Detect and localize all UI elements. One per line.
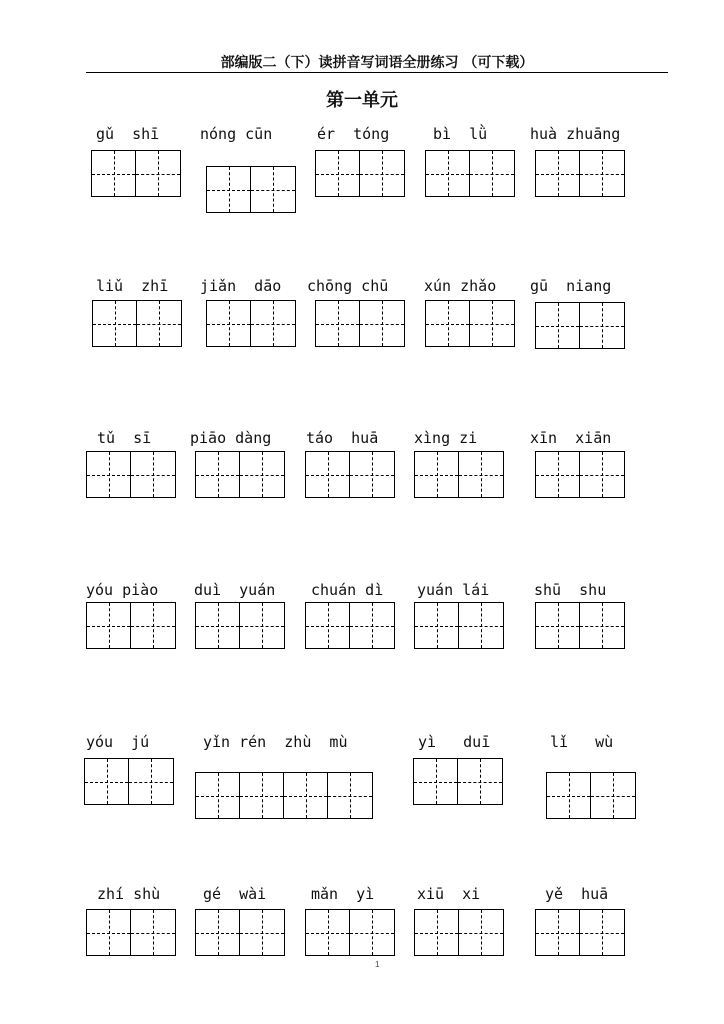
tianzige-cell[interactable]	[137, 301, 181, 346]
writing-grid[interactable]	[535, 909, 625, 956]
header-rule	[86, 72, 668, 73]
tianzige-cell[interactable]	[536, 151, 580, 196]
tianzige-cell[interactable]	[129, 759, 173, 804]
writing-grid[interactable]	[535, 602, 625, 649]
pinyin-label: gū niang	[530, 277, 612, 295]
writing-grid[interactable]	[206, 300, 296, 347]
tianzige-cell[interactable]	[306, 910, 350, 955]
tianzige-cell[interactable]	[360, 151, 404, 196]
pinyin-label: mǎn yì	[311, 885, 375, 903]
writing-grid[interactable]	[535, 451, 625, 498]
tianzige-cell[interactable]	[580, 603, 624, 648]
tianzige-cell[interactable]	[536, 452, 580, 497]
tianzige-cell[interactable]	[547, 773, 591, 818]
writing-grid[interactable]	[195, 602, 285, 649]
writing-grid[interactable]	[195, 772, 373, 819]
tianzige-cell[interactable]	[350, 452, 394, 497]
writing-grid[interactable]	[84, 758, 174, 805]
tianzige-cell[interactable]	[87, 603, 131, 648]
pinyin-label: xìng zi	[414, 429, 478, 447]
pinyin-label: huà zhuāng	[530, 125, 621, 143]
pinyin-label: shū shu	[534, 581, 607, 599]
pinyin-label: nóng cūn	[200, 125, 273, 143]
writing-grid[interactable]	[315, 150, 405, 197]
tianzige-cell[interactable]	[87, 452, 131, 497]
writing-grid[interactable]	[414, 451, 504, 498]
document-header: 部编版二（下）读拼音写词语全册练习 （可下载）	[220, 55, 534, 71]
pinyin-label: lǐ wù	[550, 733, 614, 751]
writing-grid[interactable]	[206, 166, 296, 213]
tianzige-cell[interactable]	[240, 452, 284, 497]
writing-grid[interactable]	[86, 602, 176, 649]
tianzige-cell[interactable]	[196, 773, 240, 818]
tianzige-cell[interactable]	[196, 910, 240, 955]
tianzige-cell[interactable]	[131, 452, 175, 497]
pinyin-label: duì yuán	[194, 581, 276, 599]
writing-grid[interactable]	[86, 909, 176, 956]
writing-grid[interactable]	[315, 300, 405, 347]
writing-grid[interactable]	[92, 300, 182, 347]
tianzige-cell[interactable]	[350, 910, 394, 955]
writing-grid[interactable]	[425, 150, 515, 197]
tianzige-cell[interactable]	[316, 301, 360, 346]
tianzige-cell[interactable]	[426, 301, 470, 346]
writing-grid[interactable]	[425, 300, 515, 347]
tianzige-cell[interactable]	[136, 151, 180, 196]
pinyin-label: zhí shù	[97, 885, 161, 903]
pinyin-label: yě huā	[545, 885, 609, 903]
tianzige-cell[interactable]	[415, 910, 459, 955]
tianzige-cell[interactable]	[459, 452, 503, 497]
tianzige-cell[interactable]	[459, 910, 503, 955]
pinyin-label: xún zhǎo	[424, 277, 497, 295]
pinyin-label: gǔ shī	[96, 125, 160, 143]
pinyin-label: xīn xiān	[530, 429, 612, 447]
page-number: 1	[375, 960, 380, 969]
writing-grid[interactable]	[535, 302, 625, 349]
tianzige-cell[interactable]	[284, 773, 328, 818]
tianzige-cell[interactable]	[131, 910, 175, 955]
tianzige-cell[interactable]	[328, 773, 372, 818]
pinyin-label: xiū xi	[417, 885, 481, 903]
tianzige-cell[interactable]	[93, 301, 137, 346]
writing-grid[interactable]	[305, 602, 395, 649]
tianzige-cell[interactable]	[591, 773, 635, 818]
writing-grid[interactable]	[535, 150, 625, 197]
tianzige-cell[interactable]	[414, 759, 458, 804]
tianzige-cell[interactable]	[85, 759, 129, 804]
tianzige-cell[interactable]	[196, 603, 240, 648]
tianzige-cell[interactable]	[240, 773, 284, 818]
tianzige-cell[interactable]	[580, 910, 624, 955]
pinyin-label: chōng chū	[307, 277, 389, 295]
writing-grid[interactable]	[305, 909, 395, 956]
pinyin-label: yóu jú	[86, 733, 150, 751]
unit-title: 第一单元	[326, 90, 398, 111]
tianzige-cell[interactable]	[426, 151, 470, 196]
pinyin-label: gé wài	[203, 885, 267, 903]
tianzige-cell[interactable]	[207, 301, 251, 346]
pinyin-label: yuán lái	[417, 581, 490, 599]
writing-grid[interactable]	[305, 451, 395, 498]
pinyin-label: chuán dì	[311, 581, 384, 599]
tianzige-cell[interactable]	[360, 301, 404, 346]
tianzige-cell[interactable]	[240, 910, 284, 955]
tianzige-cell[interactable]	[240, 603, 284, 648]
pinyin-label: ér tóng	[317, 125, 390, 143]
writing-grid[interactable]	[413, 758, 503, 805]
tianzige-cell[interactable]	[251, 301, 295, 346]
pinyin-label: yì duī	[418, 733, 491, 751]
tianzige-cell[interactable]	[131, 603, 175, 648]
pinyin-label: yǐn rén zhù mù	[203, 733, 348, 751]
tianzige-cell[interactable]	[306, 603, 350, 648]
writing-grid[interactable]	[195, 451, 285, 498]
tianzige-cell[interactable]	[470, 301, 514, 346]
tianzige-cell[interactable]	[536, 303, 580, 348]
tianzige-cell[interactable]	[470, 151, 514, 196]
tianzige-cell[interactable]	[580, 151, 624, 196]
writing-grid[interactable]	[546, 772, 636, 819]
tianzige-cell[interactable]	[316, 151, 360, 196]
tianzige-cell[interactable]	[306, 452, 350, 497]
tianzige-cell[interactable]	[415, 603, 459, 648]
writing-grid[interactable]	[414, 602, 504, 649]
tianzige-cell[interactable]	[196, 452, 240, 497]
pinyin-label: liǔ zhī	[96, 277, 169, 295]
pinyin-label: piāo dàng	[190, 429, 272, 447]
writing-grid[interactable]	[414, 909, 504, 956]
tianzige-cell[interactable]	[251, 167, 295, 212]
writing-grid[interactable]	[91, 150, 181, 197]
pinyin-label: tǔ sī	[97, 429, 152, 447]
pinyin-label: yóu piào	[86, 581, 159, 599]
tianzige-cell[interactable]	[415, 452, 459, 497]
tianzige-cell[interactable]	[207, 167, 251, 212]
tianzige-cell[interactable]	[350, 603, 394, 648]
pinyin-label: bì lǜ	[433, 125, 488, 143]
tianzige-cell[interactable]	[87, 910, 131, 955]
tianzige-cell[interactable]	[580, 452, 624, 497]
tianzige-cell[interactable]	[580, 303, 624, 348]
tianzige-cell[interactable]	[459, 603, 503, 648]
tianzige-cell[interactable]	[536, 910, 580, 955]
writing-grid[interactable]	[86, 451, 176, 498]
writing-grid[interactable]	[195, 909, 285, 956]
pinyin-label: jiǎn dāo	[200, 277, 282, 295]
tianzige-cell[interactable]	[458, 759, 502, 804]
tianzige-cell[interactable]	[92, 151, 136, 196]
tianzige-cell[interactable]	[536, 603, 580, 648]
pinyin-label: táo huā	[306, 429, 379, 447]
